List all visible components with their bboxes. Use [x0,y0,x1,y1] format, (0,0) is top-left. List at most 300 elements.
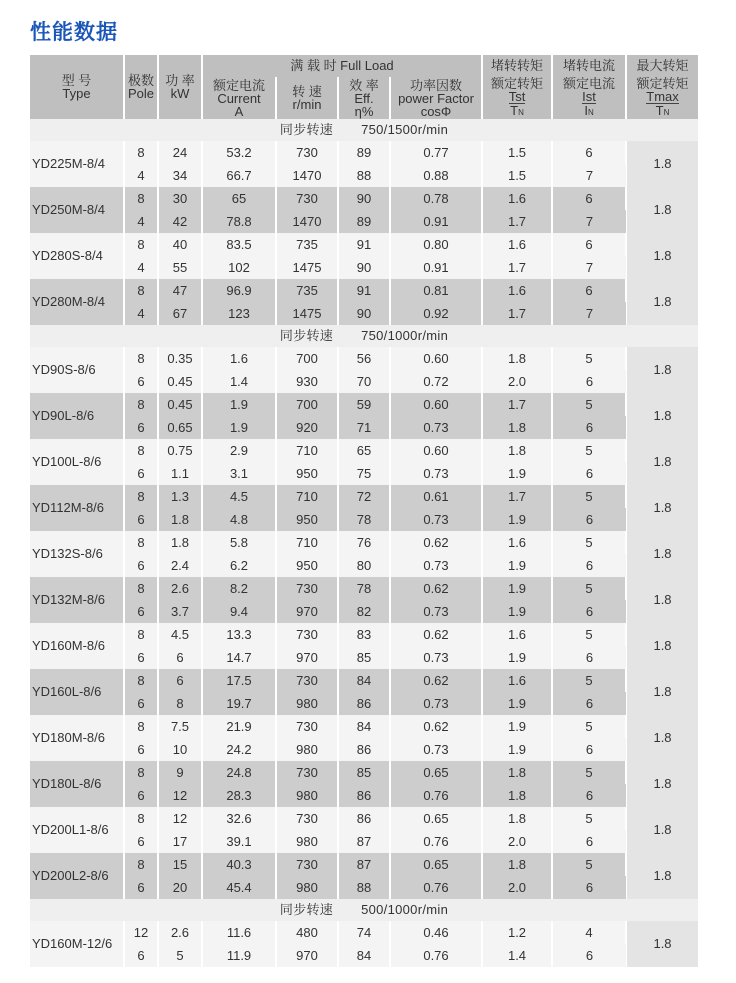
torque-ratio-cell: 1.6 [482,531,552,554]
power-factor-cell: 0.73 [390,692,482,715]
speed-cell: 1470 [276,164,338,187]
pole-cell: 8 [124,577,158,600]
power-factor-cell: 0.76 [390,830,482,853]
speed-cell: 730 [276,807,338,830]
pole-cell: 6 [124,416,158,439]
current-cell: 53.2 [202,141,276,164]
current-ratio-cell: 6 [552,370,626,393]
current-cell: 5.8 [202,531,276,554]
power-cell: 3.7 [158,600,202,623]
current-cell: 39.1 [202,830,276,853]
current-ratio-cell: 6 [552,830,626,853]
efficiency-cell: 56 [338,347,390,370]
torque-ratio-cell: 1.8 [482,807,552,830]
speed-cell: 930 [276,370,338,393]
current-cell: 40.3 [202,853,276,876]
table-row [30,302,698,325]
speed-cell: 970 [276,600,338,623]
efficiency-cell: 83 [338,623,390,646]
header-power-factor: 功率因数 power Factor cosΦ [390,77,482,119]
max-torque-cell: 1.8 [626,807,698,853]
current-cell: 1.9 [202,393,276,416]
pole-cell: 8 [124,531,158,554]
current-cell: 14.7 [202,646,276,669]
pole-cell: 6 [124,738,158,761]
max-torque-cell: 1.8 [626,347,698,393]
power-factor-cell: 0.62 [390,669,482,692]
model-cell: YD225M-8/4 [30,141,124,187]
table-row [30,187,698,210]
current-ratio-cell: 6 [552,738,626,761]
torque-ratio-cell: 1.8 [482,853,552,876]
section-row [30,899,698,921]
power-cell: 6 [158,646,202,669]
current-cell: 24.8 [202,761,276,784]
torque-ratio-cell: 1.9 [482,646,552,669]
power-cell: 1.1 [158,462,202,485]
pole-cell: 8 [124,279,158,302]
efficiency-cell: 86 [338,807,390,830]
pole-cell: 6 [124,508,158,531]
section-speed: 750/1500r/min [361,122,449,137]
speed-cell: 730 [276,853,338,876]
power-cell: 1.3 [158,485,202,508]
power-cell: 5 [158,944,202,967]
table-row [30,784,698,807]
section-label [30,119,698,141]
speed-cell: 730 [276,623,338,646]
current-cell: 123 [202,302,276,325]
table-row [30,876,698,899]
model-cell: YD132S-8/6 [30,531,124,577]
table-row [30,623,698,646]
power-cell: 12 [158,784,202,807]
torque-ratio-cell: 1.7 [482,302,552,325]
torque-ratio-cell: 1.9 [482,508,552,531]
power-cell: 9 [158,761,202,784]
efficiency-cell: 87 [338,853,390,876]
torque-ratio-cell: 1.7 [482,210,552,233]
torque-ratio-cell: 1.6 [482,279,552,302]
pole-cell: 6 [124,554,158,577]
efficiency-cell: 85 [338,761,390,784]
efficiency-cell: 86 [338,784,390,807]
table-row [30,233,698,256]
table-row [30,944,698,967]
table-row [30,554,698,577]
speed-cell: 950 [276,462,338,485]
header-torque-ratio: 额定转矩 Tst TN [482,77,552,119]
pole-cell: 8 [124,853,158,876]
current-cell: 21.9 [202,715,276,738]
current-ratio-cell: 5 [552,715,626,738]
pole-cell: 6 [124,462,158,485]
torque-ratio-cell: 1.4 [482,944,552,967]
efficiency-cell: 75 [338,462,390,485]
header-pole: 极数 Pole [124,55,158,119]
torque-ratio-cell: 1.9 [482,554,552,577]
current-ratio-cell: 5 [552,853,626,876]
header-efficiency: 效 率 Eff. η% [338,77,390,119]
power-cell: 47 [158,279,202,302]
power-factor-cell: 0.62 [390,531,482,554]
current-cell: 17.5 [202,669,276,692]
speed-cell: 710 [276,531,338,554]
power-factor-cell: 0.62 [390,623,482,646]
power-factor-cell: 0.46 [390,921,482,944]
max-torque-cell: 1.8 [626,531,698,577]
pole-cell: 6 [124,600,158,623]
table-row [30,164,698,187]
power-factor-cell: 0.81 [390,279,482,302]
torque-ratio-cell: 1.2 [482,921,552,944]
pole-cell: 8 [124,187,158,210]
speed-cell: 735 [276,279,338,302]
pole-cell: 4 [124,164,158,187]
table-row [30,279,698,302]
speed-cell: 980 [276,876,338,899]
speed-cell: 1475 [276,256,338,279]
table-row [30,462,698,485]
max-torque-cell: 1.8 [626,279,698,325]
power-factor-cell: 0.73 [390,416,482,439]
torque-ratio-cell: 2.0 [482,830,552,853]
section-label-text: 同步转速 [279,902,334,917]
max-torque-cell: 1.8 [626,233,698,279]
model-cell: YD160M-8/6 [30,623,124,669]
power-factor-cell: 0.73 [390,600,482,623]
table-row [30,393,698,416]
power-cell: 1.8 [158,508,202,531]
table-row [30,370,698,393]
speed-cell: 1475 [276,302,338,325]
power-factor-cell: 0.60 [390,347,482,370]
torque-ratio-cell: 1.5 [482,164,552,187]
current-cell: 45.4 [202,876,276,899]
section-label-text: 同步转速 [279,328,334,343]
table-row [30,416,698,439]
max-torque-cell: 1.8 [626,669,698,715]
model-cell: YD90S-8/6 [30,347,124,393]
table-row [30,439,698,462]
current-ratio-cell: 6 [552,554,626,577]
speed-cell: 980 [276,784,338,807]
torque-ratio-cell: 1.9 [482,692,552,715]
power-factor-cell: 0.76 [390,784,482,807]
max-torque-cell: 1.8 [626,485,698,531]
efficiency-cell: 87 [338,830,390,853]
section-label [30,899,698,921]
efficiency-cell: 74 [338,921,390,944]
efficiency-cell: 89 [338,141,390,164]
current-ratio-cell: 6 [552,416,626,439]
current-cell: 19.7 [202,692,276,715]
pole-cell: 8 [124,485,158,508]
current-cell: 66.7 [202,164,276,187]
pole-cell: 4 [124,256,158,279]
power-factor-cell: 0.77 [390,141,482,164]
pole-cell: 8 [124,669,158,692]
table-row [30,853,698,876]
pole-cell: 4 [124,210,158,233]
section-label-text: 同步转速 [279,122,334,137]
power-cell: 0.35 [158,347,202,370]
torque-ratio-cell: 1.9 [482,577,552,600]
power-cell: 0.65 [158,416,202,439]
torque-ratio-cell: 1.6 [482,669,552,692]
torque-ratio-cell: 1.9 [482,462,552,485]
section-label [30,325,698,347]
header-full-load: 满 载 时 Full Load [202,55,482,77]
section-row [30,119,698,141]
efficiency-cell: 78 [338,577,390,600]
power-factor-cell: 0.91 [390,256,482,279]
current-ratio-cell: 6 [552,784,626,807]
power-cell: 30 [158,187,202,210]
torque-ratio-cell: 1.8 [482,761,552,784]
max-torque-cell: 1.8 [626,577,698,623]
model-cell: YD280M-8/4 [30,279,124,325]
power-cell: 12 [158,807,202,830]
efficiency-cell: 72 [338,485,390,508]
current-cell: 1.9 [202,416,276,439]
model-cell: YD112M-8/6 [30,485,124,531]
current-ratio-cell: 6 [552,876,626,899]
power-factor-cell: 0.73 [390,462,482,485]
header-current-ratio: 额定电流 Ist IN [552,77,626,119]
current-ratio-cell: 6 [552,187,626,210]
model-cell: YD200L1-8/6 [30,807,124,853]
max-torque-cell: 1.8 [626,921,698,967]
efficiency-cell: 86 [338,692,390,715]
torque-ratio-cell: 1.8 [482,347,552,370]
efficiency-cell: 91 [338,233,390,256]
table-row [30,210,698,233]
header-power: 功 率 kW [158,55,202,119]
current-cell: 11.9 [202,944,276,967]
speed-cell: 710 [276,485,338,508]
power-factor-cell: 0.80 [390,233,482,256]
power-factor-cell: 0.61 [390,485,482,508]
efficiency-cell: 65 [338,439,390,462]
header-speed: 转 速 r/min [276,77,338,119]
current-ratio-cell: 6 [552,692,626,715]
current-cell: 4.8 [202,508,276,531]
speed-cell: 970 [276,944,338,967]
efficiency-cell: 84 [338,944,390,967]
power-cell: 2.6 [158,921,202,944]
table-row [30,256,698,279]
model-cell: YD200L2-8/6 [30,853,124,899]
table-body [30,119,698,967]
power-cell: 6 [158,669,202,692]
max-torque-cell: 1.8 [626,761,698,807]
power-factor-cell: 0.78 [390,187,482,210]
power-cell: 0.45 [158,393,202,416]
power-factor-cell: 0.60 [390,439,482,462]
speed-cell: 480 [276,921,338,944]
pole-cell: 4 [124,302,158,325]
torque-ratio-cell: 1.6 [482,623,552,646]
speed-cell: 980 [276,692,338,715]
power-factor-cell: 0.72 [390,370,482,393]
current-cell: 65 [202,187,276,210]
power-factor-cell: 0.62 [390,577,482,600]
pole-cell: 6 [124,944,158,967]
table-row [30,715,698,738]
model-cell: YD180M-8/6 [30,715,124,761]
current-ratio-cell: 5 [552,347,626,370]
efficiency-cell: 89 [338,210,390,233]
pole-cell: 8 [124,233,158,256]
table-row [30,921,698,944]
current-cell: 6.2 [202,554,276,577]
current-ratio-cell: 6 [552,233,626,256]
model-cell: YD280S-8/4 [30,233,124,279]
current-cell: 24.2 [202,738,276,761]
power-factor-cell: 0.60 [390,393,482,416]
efficiency-cell: 82 [338,600,390,623]
model-cell: YD160L-8/6 [30,669,124,715]
table-row [30,738,698,761]
power-factor-cell: 0.65 [390,761,482,784]
current-ratio-cell: 5 [552,393,626,416]
header-max-torque: 最大转矩 [626,55,698,77]
power-cell: 20 [158,876,202,899]
table-row [30,669,698,692]
speed-cell: 730 [276,577,338,600]
power-cell: 8 [158,692,202,715]
pole-cell: 8 [124,393,158,416]
power-factor-cell: 0.65 [390,807,482,830]
torque-ratio-cell: 1.9 [482,600,552,623]
speed-cell: 730 [276,669,338,692]
pole-cell: 6 [124,876,158,899]
max-torque-cell: 1.8 [626,715,698,761]
efficiency-cell: 84 [338,669,390,692]
efficiency-cell: 90 [338,187,390,210]
power-factor-cell: 0.91 [390,210,482,233]
current-ratio-cell: 6 [552,508,626,531]
power-factor-cell: 0.76 [390,876,482,899]
torque-ratio-cell: 1.9 [482,738,552,761]
power-factor-cell: 0.73 [390,554,482,577]
power-factor-cell: 0.65 [390,853,482,876]
power-factor-cell: 0.88 [390,164,482,187]
power-cell: 67 [158,302,202,325]
power-cell: 7.5 [158,715,202,738]
header-model: 型 号 Type [30,55,124,119]
table-row [30,141,698,164]
torque-ratio-cell: 1.8 [482,439,552,462]
speed-cell: 920 [276,416,338,439]
pole-cell: 6 [124,692,158,715]
current-cell: 8.2 [202,577,276,600]
current-ratio-cell: 6 [552,279,626,302]
table-row [30,646,698,669]
pole-cell: 6 [124,646,158,669]
efficiency-cell: 76 [338,531,390,554]
current-ratio-cell: 6 [552,944,626,967]
max-torque-cell: 1.8 [626,853,698,899]
table-row [30,485,698,508]
power-factor-cell: 0.62 [390,715,482,738]
speed-cell: 700 [276,393,338,416]
speed-cell: 710 [276,439,338,462]
current-cell: 13.3 [202,623,276,646]
speed-cell: 980 [276,738,338,761]
model-cell: YD180L-8/6 [30,761,124,807]
power-cell: 42 [158,210,202,233]
power-factor-cell: 0.73 [390,508,482,531]
current-ratio-cell: 7 [552,256,626,279]
power-cell: 0.75 [158,439,202,462]
power-cell: 15 [158,853,202,876]
pole-cell: 8 [124,141,158,164]
speed-cell: 950 [276,508,338,531]
table-row [30,347,698,370]
efficiency-cell: 78 [338,508,390,531]
efficiency-cell: 91 [338,279,390,302]
speed-cell: 730 [276,715,338,738]
max-torque-cell: 1.8 [626,141,698,187]
speed-cell: 970 [276,646,338,669]
torque-ratio-cell: 2.0 [482,370,552,393]
torque-ratio-cell: 1.7 [482,393,552,416]
table-row [30,508,698,531]
power-cell: 34 [158,164,202,187]
pole-cell: 8 [124,761,158,784]
torque-ratio-cell: 1.7 [482,256,552,279]
current-ratio-cell: 5 [552,623,626,646]
table-row [30,577,698,600]
current-ratio-cell: 5 [552,577,626,600]
pole-cell: 8 [124,807,158,830]
efficiency-cell: 80 [338,554,390,577]
power-cell: 4.5 [158,623,202,646]
pole-cell: 6 [124,830,158,853]
pole-cell: 8 [124,439,158,462]
current-cell: 1.4 [202,370,276,393]
current-cell: 11.6 [202,921,276,944]
current-cell: 4.5 [202,485,276,508]
efficiency-cell: 85 [338,646,390,669]
torque-ratio-cell: 2.0 [482,876,552,899]
efficiency-cell: 88 [338,164,390,187]
torque-ratio-cell: 1.5 [482,141,552,164]
power-cell: 55 [158,256,202,279]
current-cell: 32.6 [202,807,276,830]
max-torque-cell: 1.8 [626,393,698,439]
max-torque-cell: 1.8 [626,439,698,485]
pole-cell: 12 [124,921,158,944]
table-row [30,692,698,715]
table-row [30,531,698,554]
power-factor-cell: 0.76 [390,944,482,967]
current-cell: 2.9 [202,439,276,462]
torque-ratio-cell: 1.8 [482,416,552,439]
speed-cell: 980 [276,830,338,853]
current-ratio-cell: 5 [552,807,626,830]
section-row [30,325,698,347]
efficiency-cell: 90 [338,256,390,279]
efficiency-cell: 71 [338,416,390,439]
current-ratio-cell: 6 [552,646,626,669]
speed-cell: 730 [276,761,338,784]
section-speed: 750/1000r/min [361,328,449,343]
power-cell: 2.4 [158,554,202,577]
model-cell: YD160M-12/6 [30,921,124,967]
